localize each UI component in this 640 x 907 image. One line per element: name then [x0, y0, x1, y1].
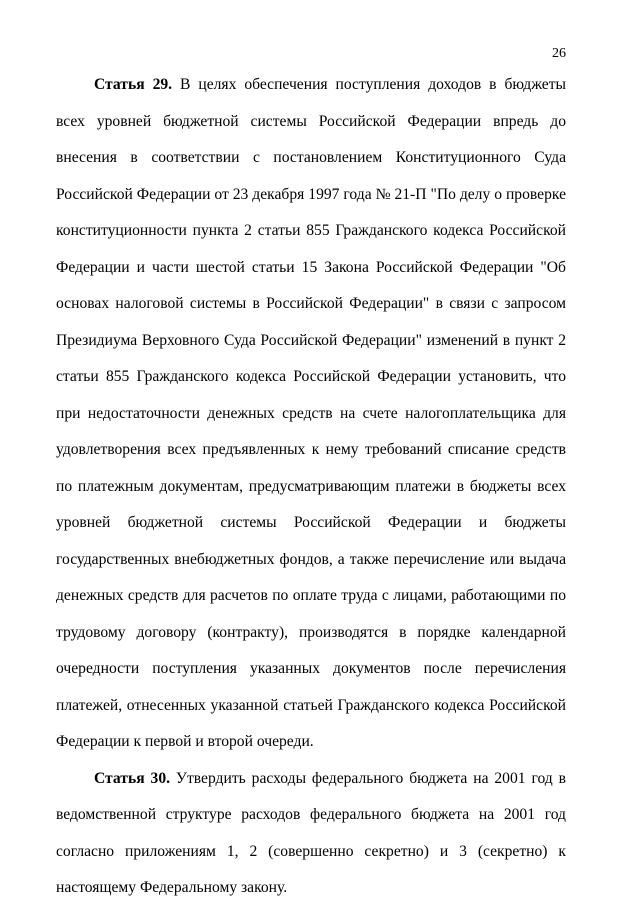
page-number: 26 [552, 46, 566, 61]
article-29-heading: Статья 29. [94, 76, 173, 93]
article-30-heading: Статья 30. [94, 769, 171, 787]
article-30 [56, 761, 566, 907]
document-body [56, 67, 566, 907]
article-29-text: В целях обеспечения поступления доходов в бюджеты всех уровней бюджетной системы Российской Федерации впредь до внесения в соответствии с постановлением Конституционного Суда Российской Федерации от 23 декабря 1997 года № 21-П "По делу о проверке конституционности пункта 2 статьи 855 Гражданского кодекса Российской Федерации и части шестой статьи 15 Закона Российской Федерации "Об основах налоговой системы в Российской Федерации" в связи с запросом Президиума Верховного Суда Российской Федерации" изменений в пункт 2 статьи 855 Гражданского кодекса Российской Федерации установить, что при недостаточности денежных средств на счете налогоплательщика для удовлетворения всех предъявленных к нему требований списание средств по платежным документам, предусматривающим платежи в бюджеты всех уровней бюджетной системы Российской Федерации и бюджеты государственных внебюджетных фондов, а также перечисление или выдача денежных средств для расчетов по оплате труда с лицами, работающими по трудовому договору (контракту), производятся в порядке календарной очередности поступления указанных документов после перечисления платежей, отнесенных указанной статьей Гражданского кодекса Российской Федерации к первой и второй очереди. [56, 76, 566, 750]
article-30-text: Утвердить расходы федерального бюджета на 2001 год в ведомственной структуре расходов федерального бюджета на 2001 год согласно приложениям 1, 2 (совершенно секретно) и 3 (секретно) к настоящему Федеральному закону. [56, 769, 566, 896]
article-29 [56, 67, 566, 761]
